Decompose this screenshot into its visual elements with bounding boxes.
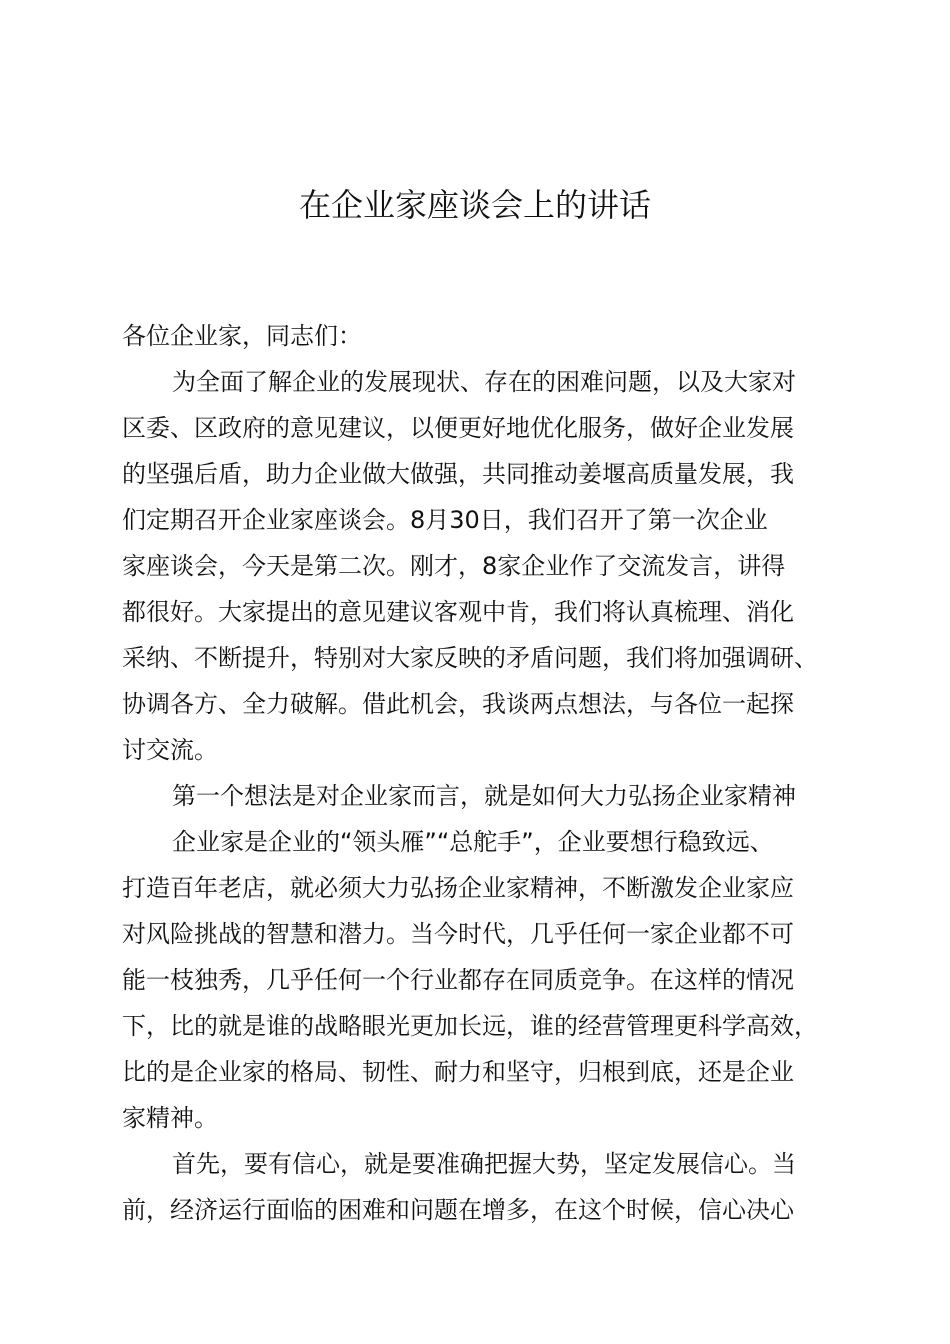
text-line: 的坚强后盾，助力企业做大做强，共同推动姜堰高质量发展，我	[122, 460, 794, 488]
text-line: 家座谈会，今天是第二次。刚才，8家企业作了交流发言，讲得	[122, 552, 786, 580]
text-line: 下，比的就是谁的战略眼光更加长远，谁的经营管理更科学高效，	[122, 1012, 818, 1040]
text-line: 打造百年老店，就必须大力弘扬企业家精神，不断激发企业家应	[122, 874, 794, 902]
text-line: 比的是企业家的格局、韧性、耐力和坚守，归根到底，还是企业	[122, 1058, 794, 1086]
text-line: 协调各方、全力破解。借此机会，我谈两点想法，与各位一起探	[122, 690, 794, 718]
text-line: 企业家是企业的“领头雁”“总舵手”，企业要想行稳致远、	[172, 828, 774, 856]
salutation-line: 各位企业家，同志们：	[122, 322, 362, 350]
document-body	[122, 313, 842, 1233]
text-line: 区委、区政府的意见建议，以便更好地优化服务，做好企业发展	[122, 414, 794, 442]
text-line: 前，经济运行面临的困难和问题在增多，在这个时候，信心决心	[122, 1196, 794, 1224]
text-line: 采纳、不断提升，特别对大家反映的矛盾问题，我们将加强调研、	[122, 644, 818, 672]
text-line: 对风险挑战的智慧和潜力。当今时代，几乎任何一家企业都不可	[122, 920, 794, 948]
text-line: 们定期召开企业家座谈会。8月30日，我们召开了第一次企业	[122, 506, 768, 534]
text-line: 家精神。	[122, 1104, 218, 1132]
text-line: 都很好。大家提出的意见建议客观中肯，我们将认真梳理、消化	[122, 598, 794, 626]
text-line: 首先，要有信心，就是要准确把握大势，坚定发展信心。当	[172, 1150, 796, 1178]
text-line: 能一枝独秀，几乎任何一个行业都存在同质竞争。在这样的情况	[122, 966, 794, 994]
text-line: 为全面了解企业的发展现状、存在的困难问题，以及大家对	[172, 368, 796, 396]
text-line: 讨交流。	[122, 736, 218, 764]
section-heading-line: 第一个想法是对企业家而言，就是如何大力弘扬企业家精神	[172, 782, 796, 810]
document-title: 在企业家座谈会上的讲话	[298, 186, 651, 224]
